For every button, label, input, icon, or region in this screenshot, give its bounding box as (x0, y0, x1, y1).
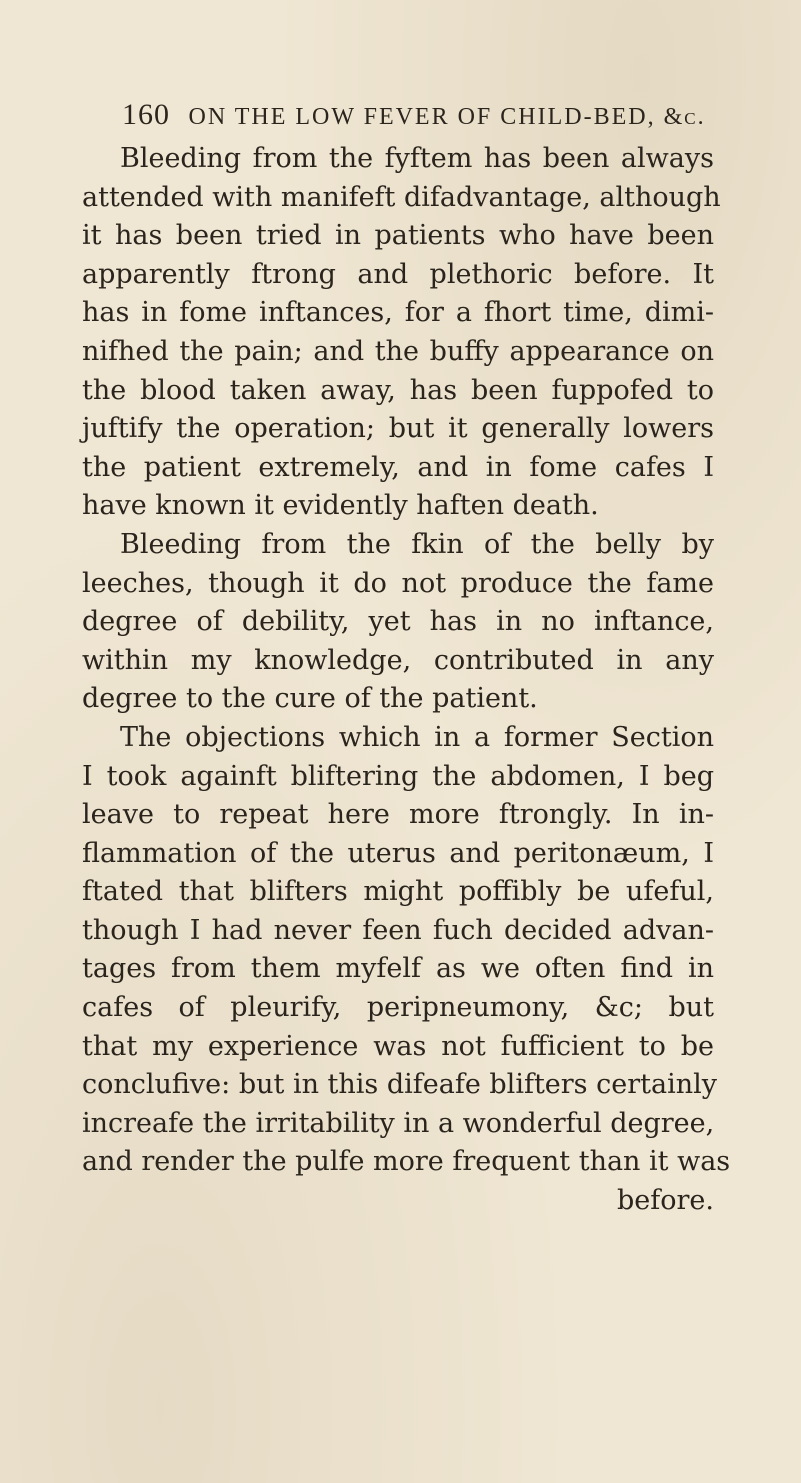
text-line: apparently ftrong and plethoric before. It (82, 258, 714, 290)
text-line: increafe the irritability in a wonderful degree, (82, 1107, 715, 1139)
text-line: juftify the operation; but it generally lowers (82, 413, 714, 445)
text-line: I took againft bliftering the abdomen, I beg (82, 760, 714, 792)
text-line: before. (617, 1185, 714, 1217)
running-head: ON THE LOW FEVER OF CHILD-BED, &c. (188, 104, 706, 130)
page-header (122, 98, 706, 138)
text-line: ftated that blifters might poffibly be ufeful, (82, 876, 714, 908)
text-line: nifhed the pain; and the buffy appearance on (82, 335, 714, 367)
text-line: it has been tried in patients who have been (82, 220, 714, 252)
text-line: within my knowledge, contributed in any (82, 644, 714, 676)
text-line: has in fome inftances, for a fhort time, dimi- (82, 297, 714, 329)
text-line: leave to repeat here more ftrongly. In in- (82, 799, 714, 831)
text-line: leeches, though it do not produce the fame (82, 567, 714, 599)
text-line: that my experience was not fufficient to be (82, 1030, 714, 1062)
text-line: Bleeding from the fkin of the belly by (120, 528, 714, 560)
text-line: the patient extremely, and in fome cafes I (82, 451, 714, 483)
text-line: have known it evidently haften death. (82, 490, 599, 522)
text-line: and render the pulfe more frequent than it was (82, 1146, 731, 1178)
text-line: degree to the cure of the patient. (82, 683, 538, 715)
text-line: flammation of the uterus and peritonæum, I (82, 837, 714, 869)
text-line: attended with manifeft difadvantage, although (82, 181, 721, 213)
text-line: Bleeding from the fyftem has been always (120, 143, 714, 174)
page-number: 160 (122, 98, 170, 131)
text-line: the blood taken away, has been fuppofed to (82, 374, 714, 406)
text-line: though I had never feen fuch decided advan- (82, 914, 714, 946)
body-text (82, 140, 731, 1221)
text-line: degree of debility, yet has in no inftance, (82, 606, 714, 638)
text-line: conclufive: but in this difeafe blifters certainly (82, 1069, 717, 1101)
text-line: cafes of pleurify, peripneumony, &c; but (82, 992, 714, 1024)
text-line: tages from them myfelf as we often find in (82, 953, 714, 985)
text-line: The objections which in a former Section (120, 721, 714, 753)
